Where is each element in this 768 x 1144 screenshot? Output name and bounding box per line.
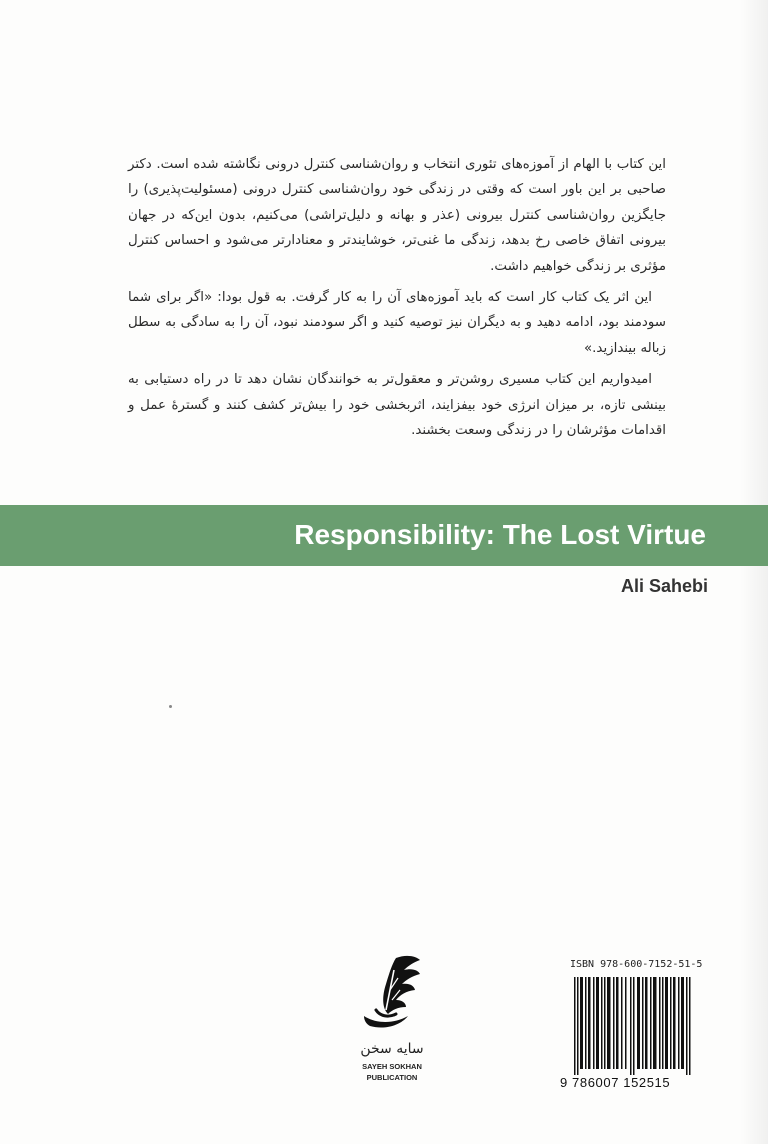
blurb-text <box>128 152 666 449</box>
author-name: Ali Sahebi <box>620 576 708 596</box>
barcode-digits: 9 786007 152515 <box>560 1075 671 1090</box>
title-band <box>0 505 768 566</box>
isbn-label: ISBN 978-600-7152-51-5 <box>570 959 703 970</box>
print-speck <box>169 705 172 708</box>
publisher-name-fa: سایه سخن <box>360 1041 424 1057</box>
barcode-bars <box>568 977 696 1075</box>
book-title: Responsibility: The Lost Virtue <box>294 519 706 550</box>
blurb-paragraph-3: امیدواریم این کتاب مسیری روشن‌تر و معقول‌تر به خوانندگان نشان دهد تا در راه دستیابی به بینشی تازه، بر میزان انرژی خود بیفزایند، اثربخشی خود را بیش‌تر کشف کنند و گسترهٔ عمل و اقدامات مؤثرشان را در زندگی وسعت بخشند. <box>128 372 666 439</box>
barcode <box>560 955 703 1095</box>
blurb-paragraph-1: این کتاب با الهام از آموزه‌های تئوری انتخاب و روان‌شناسی کنترل درونی نگاشته شده است. دکتر صاحبی بر این باور است که وقتی در زندگی خود روان‌شناسی کنترل درونی (مسئولیت‌پذیری) را جایگزین روان‌شناسی کنترل بیرونی (عذر و بهانه و دلیل‌تراشی) می‌کنیم، بدون این‌که در جهان بیرونی اتفاق خاصی رخ بدهد، زندگی ما غنی‌تر، خوشایندتر و معنادارتر می‌شود و احساس کنترل مؤثری بر زندگی خواهیم داشت. <box>128 157 666 274</box>
page-edge-shade <box>740 0 768 1144</box>
publisher-name-en-line1: SAYEH SOKHAN <box>362 1062 422 1071</box>
blurb-paragraph-2: این اثر یک کتاب کار است که باید آموزه‌های آن را به کار گرفت. به قول بودا: «اگر برای شما سودمند بود، ادامه دهید و به دیگران نیز توصیه کنید و اگر سودمند نبود، آن را به سادگی به سطل زباله بیندازید.» <box>128 290 666 356</box>
publisher-logo <box>336 950 448 1100</box>
publisher-name-en-line2: PUBLICATION <box>366 1073 418 1082</box>
feather-quill-icon <box>336 950 448 1042</box>
